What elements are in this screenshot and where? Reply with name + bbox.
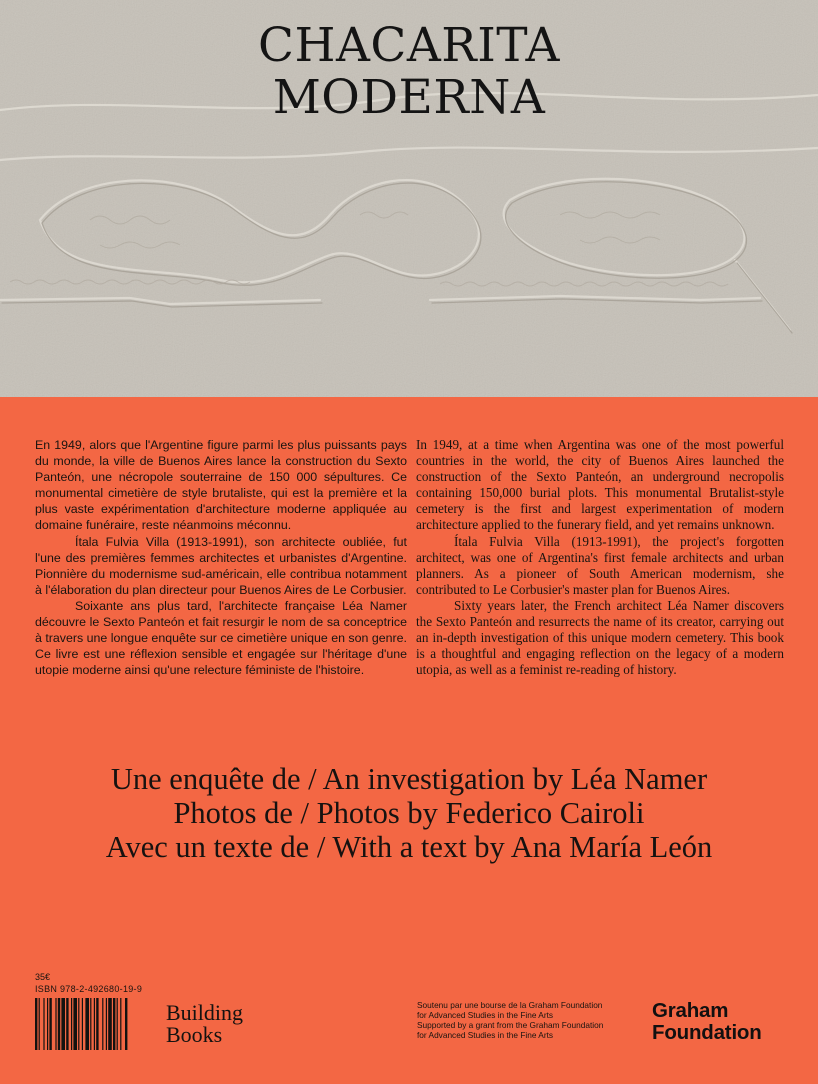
publisher-line-2: Books: [166, 1022, 223, 1047]
fr-paragraph-1: En 1949, alors que l'Argentine figure parmi les plus puissants pays du monde, la ville de Buenos Aires lance la construction du Sexto Panteón, une nécropole souterraine de 150 000 sépultures. Ce monumental cimetière de style brutaliste, qui est la première et la plus vaste expérimentation d'architecture moderne appliquée au domaine funéraire, reste néanmoins méconnu.: [35, 438, 407, 533]
book-title: [200, 20, 618, 124]
title-line-1: CHACARITA: [258, 18, 560, 73]
credit-photos: Photos de / Photos by Federico Cairoli: [173, 796, 645, 830]
credits: [0, 762, 818, 864]
grant-line-3: Supported by a grant from the Graham Foundation: [417, 1020, 604, 1030]
foundation-line-1: Graham: [652, 999, 729, 1022]
fr-paragraph-3: Soixante ans plus tard, l'architecte française Léa Namer découvre le Sexto Panteón et fait resurgir le nom de sa conceptrice à travers une longue enquête sur ce cimetière unique en son genre. Ce livre est une réflexion sensible et engagée sur l'héritage d'une utopie moderne ainsi qu'une relecture féministe de l'histoire.: [35, 598, 407, 678]
title-line-2: MODERNA: [272, 70, 546, 125]
barcode-icon: [35, 998, 149, 1050]
grant-line-2: for Advanced Studies in the Fine Arts: [417, 1010, 554, 1020]
publisher-line-1: Building: [166, 1000, 244, 1025]
description-french: [35, 437, 407, 678]
grant-line-1: Soutenu par une bourse de la Graham Foundation: [417, 1000, 603, 1010]
foundation-line-2: Foundation: [652, 1021, 762, 1044]
description-english: [416, 437, 784, 678]
graham-foundation-logo: [652, 1000, 762, 1044]
publisher-logo: [166, 1002, 243, 1046]
credit-text: Avec un texte de / With a text by Ana María León: [105, 830, 713, 864]
en-paragraph-2: Ítala Fulvia Villa (1913-1991), the project's forgotten architect, was one of Argentina's first female architects and urban planners. As a pioneer of South American modernism, she contributed to Le Corbusier's master plan for Buenos Aires.: [416, 533, 784, 597]
en-paragraph-1: In 1949, at a time when Argentina was one of the most powerful countries in the world, the city of Buenos Aires launched the construction of the Sexto Panteón, an underground necropolis containing 150,000 burial plots. This monumental Brutalist-style cemetery is the first and largest experimentation of modern architecture applied to the funerary field, and yet remains unknown.: [416, 437, 784, 533]
grant-notice: [417, 1000, 647, 1040]
price: 35€: [35, 972, 51, 982]
fr-paragraph-2: Ítala Fulvia Villa (1913-1991), son architecte oubliée, fut l'une des premières femmes architectes et urbanistes d'Argentine. Pionnière du modernisme sud-américain, elle contribua notamment à l'élaboration du plan directeur pour Buenos Aires de Le Corbusier.: [35, 534, 407, 597]
credit-investigation: Une enquête de / An investigation by Léa Namer: [110, 762, 708, 796]
cover-photo: [0, 0, 818, 397]
en-paragraph-3: Sixty years later, the French architect Léa Namer discovers the Sexto Panteón and resurrects the name of its creator, carrying out an in-depth investigation of this unique modern cemetery. This book is a thoughtful and engaging reflection on the legacy of a modern utopia, as well as a feminist re-reading of history.: [416, 597, 784, 678]
grant-line-4: for Advanced Studies in the Fine Arts: [417, 1030, 554, 1040]
isbn: ISBN 978-2-492680-19-9: [35, 984, 143, 994]
